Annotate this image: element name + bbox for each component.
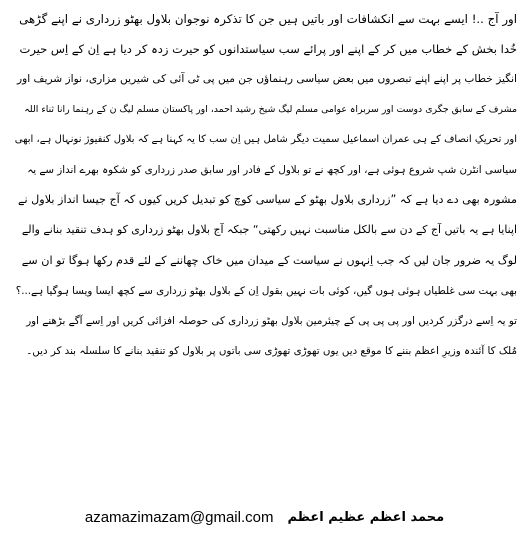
article-line: اپنایا ہے یہ باتیں آج کے دن سے بالکل مناسبت نہیں رکھتی“ جبکہ آج بلاول بھٹو زرداری کو ہدف تنقید بنانے والے <box>21 223 517 237</box>
article-body <box>14 4 517 366</box>
author-email: azamazimazam@gmail.com <box>84 508 274 526</box>
article-line: سیاسی انٹرن شپ شروع ہوئی ہے، اور کچھ نے تو بلاول کے فادر اور سابق صدر زرداری کو شکوہ بھرے انداز سے یہ <box>27 163 517 176</box>
article-line: تو یہ اِسے درگزر کردیں اور پی پی پی کے چیئرمین بلاول بھٹو زرداری کی حوصلہ افزائی کریں اور اِسے آگے بڑھنے اور <box>26 314 517 327</box>
article-line: مشرف کے سابق جگری دوست اور سربراہ عوامی مسلم لیگ شیخ رشید احمد، اور پاکستان مسلم لیگ ن کے رہنما رانا ثناء اللہ <box>24 103 517 115</box>
article-line: انگیز خطاب پر اپنے اپنے تبصروں میں بعض سیاسی رہنماؤں جن میں پی ٹی آئی کی شیریں مزاری، نواز شریف اور <box>17 73 517 86</box>
article-line: اور آج ..! ایسے بہت سے انکشافات اور باتیں ہیں جن کا تذکرہ نوجوان بلاول بھٹو زرداری نے اپنے گڑھی <box>19 12 517 26</box>
article-line: اور تحریکِ انصاف کے ہی عمران اسماعیل سمیت دیگر شامل ہیں اِن سب کا یہ کہنا ہے کہ بلاول کنفیوژ نونہال ہے، ابھی <box>14 133 517 145</box>
signature-block <box>0 505 529 529</box>
article-line: مُلک کا آئندہ وزیرِ اعظم بننے کا موقع دیں یوں تھوڑی تھوڑی سی باتوں پر بلاول کو تنقید بنانے کا سلسلہ بند کر دیں۔ <box>26 345 517 358</box>
article-line: بھی بہت سی غلطیاں ہوئی ہوں گیں، کوئی بات نہیں بقول اِن کے بلاول بھٹو زرداری سے کچھ ایسا ویسا ہوگیا ہے...؟ <box>15 284 517 297</box>
article-line: خُدا بخش کے خطاب میں کر کے اپنے اور پرائے سب سیاستدانوں کو حیرت زدہ کر دیا ہے اِن کے اِس حیرت <box>19 42 517 57</box>
article-line: مشورہ بھی دے دیا ہے کہ ”زرداری بلاول بھٹو کے سیاسی کوچ کو تبدیل کریں کیوں کہ آج جیسا انداز بلاول نے <box>17 193 517 207</box>
author-name: محمد اعظم عظیم اعظم <box>287 509 445 525</box>
article-line: لوگ یہ ضرور جان لیں کہ جب اِنہوں نے سیاست کے میدان میں خاک چھاننے کے لئے قدم رکھا ہوگا تو ان سے <box>21 253 517 267</box>
